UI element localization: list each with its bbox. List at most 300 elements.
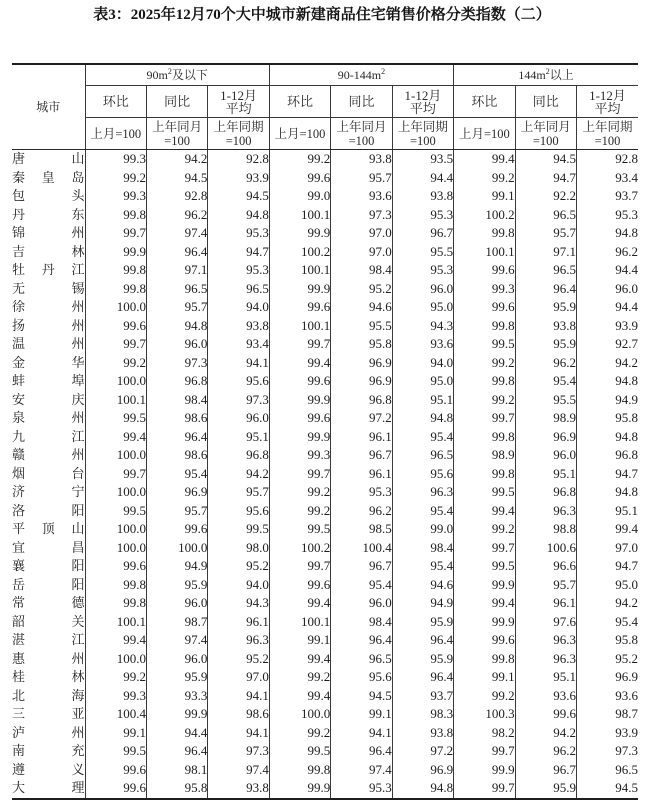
index-value-cell: 99.2	[85, 169, 146, 188]
index-value-cell: 99.9	[146, 705, 207, 724]
index-value-cell: 94.8	[577, 372, 639, 391]
index-value-cell: 99.9	[269, 779, 330, 799]
index-value-cell: 99.2	[269, 150, 330, 169]
city-name: 南充	[12, 743, 85, 759]
index-value-cell: 95.9	[146, 668, 207, 687]
index-value-cell: 99.9	[454, 576, 515, 595]
index-value-cell: 99.3	[85, 687, 146, 706]
city-cell	[12, 520, 85, 539]
index-value-cell: 99.6	[269, 372, 330, 391]
index-value-cell: 99.7	[85, 335, 146, 354]
group-label: 90m	[146, 68, 168, 82]
index-value-cell: 95.9	[515, 298, 576, 317]
index-value-cell: 98.6	[208, 705, 269, 724]
index-value-cell: 99.4	[269, 594, 330, 613]
index-value-cell: 93.6	[392, 335, 453, 354]
city-name: 烟台	[12, 465, 85, 481]
index-value-cell: 95.5	[331, 317, 392, 336]
index-value-cell: 95.2	[208, 650, 269, 669]
table-row	[12, 576, 638, 595]
index-value-cell: 98.4	[146, 391, 207, 410]
index-value-cell: 100.1	[85, 391, 146, 410]
index-value-cell: 99.6	[85, 317, 146, 336]
index-value-cell: 94.8	[577, 483, 639, 502]
index-value-cell: 94.2	[515, 724, 576, 743]
index-value-cell: 96.5	[208, 280, 269, 299]
city-name: 宜昌	[12, 539, 85, 555]
index-value-cell: 93.8	[392, 724, 453, 743]
city-name: 无锡	[12, 280, 85, 296]
city-name: 泉州	[12, 410, 85, 426]
column-unit-line2: =100	[164, 133, 191, 148]
column-name-line1: 环比	[102, 94, 129, 109]
index-value-cell: 99.9	[269, 391, 330, 410]
city-name: 遵义	[12, 761, 85, 777]
index-value-cell: 96.5	[577, 761, 639, 780]
city-cell	[12, 594, 85, 613]
column-unit-header	[392, 118, 453, 150]
index-value-cell: 95.3	[331, 483, 392, 502]
city-cell	[12, 761, 85, 780]
index-value-cell: 96.7	[515, 761, 576, 780]
city-cell	[12, 280, 85, 299]
index-value-cell: 93.6	[515, 687, 576, 706]
column-unit-line2: =100	[532, 133, 559, 148]
city-name: 襄阳	[12, 558, 85, 574]
index-value-cell: 100.0	[85, 446, 146, 465]
city-cell	[12, 779, 85, 799]
index-value-cell: 93.9	[208, 169, 269, 188]
index-value-cell: 93.9	[577, 724, 639, 743]
index-value-cell: 96.9	[515, 428, 576, 447]
city-cell	[12, 446, 85, 465]
index-value-cell: 97.1	[515, 243, 576, 262]
index-value-cell: 95.9	[392, 650, 453, 669]
index-value-cell: 99.7	[269, 557, 330, 576]
index-value-cell: 94.1	[208, 354, 269, 373]
index-value-cell: 98.4	[331, 261, 392, 280]
index-value-cell: 93.8	[392, 187, 453, 206]
column-unit-line2: =100	[225, 133, 252, 148]
table-row	[12, 539, 638, 558]
table-row	[12, 668, 638, 687]
index-value-cell: 92.2	[515, 187, 576, 206]
index-value-cell: 96.4	[515, 280, 576, 299]
city-cell	[12, 613, 85, 632]
index-value-cell: 98.6	[146, 409, 207, 428]
city-cell	[12, 354, 85, 373]
index-value-cell: 99.5	[269, 520, 330, 539]
table-row	[12, 502, 638, 521]
city-cell	[12, 705, 85, 724]
column-name-header	[331, 86, 392, 118]
index-value-cell: 99.7	[454, 779, 515, 799]
index-value-cell: 99.7	[85, 465, 146, 484]
city-name: 温州	[12, 336, 85, 352]
column-name-header	[269, 86, 330, 118]
index-value-cell: 100.0	[85, 650, 146, 669]
index-value-cell: 96.4	[392, 668, 453, 687]
index-value-cell: 100.1	[269, 317, 330, 336]
index-value-cell: 99.2	[454, 354, 515, 373]
table-row	[12, 409, 638, 428]
index-value-cell: 97.0	[331, 243, 392, 262]
city-cell	[12, 298, 85, 317]
index-value-cell: 99.6	[454, 298, 515, 317]
index-value-cell: 95.7	[146, 298, 207, 317]
index-value-cell: 97.1	[146, 261, 207, 280]
index-value-cell: 96.4	[146, 428, 207, 447]
index-value-cell: 92.8	[208, 150, 269, 169]
city-name: 丹东	[12, 206, 85, 222]
index-value-cell: 95.8	[331, 335, 392, 354]
index-value-cell: 95.7	[208, 483, 269, 502]
table-row	[12, 150, 638, 169]
index-value-cell: 94.0	[208, 298, 269, 317]
city-cell	[12, 372, 85, 391]
index-value-cell: 98.1	[146, 761, 207, 780]
index-value-cell: 96.8	[515, 483, 576, 502]
index-value-cell: 100.4	[85, 705, 146, 724]
column-unit-line1: 上年同期	[213, 119, 264, 134]
column-name-header	[454, 86, 515, 118]
index-value-cell: 100.2	[269, 243, 330, 262]
index-value-cell: 99.6	[454, 261, 515, 280]
column-unit-line1: 上年同月	[336, 119, 387, 134]
index-value-cell: 99.5	[85, 742, 146, 761]
index-value-cell: 94.4	[392, 169, 453, 188]
index-value-cell: 99.8	[454, 372, 515, 391]
index-value-cell: 98.8	[515, 520, 576, 539]
index-value-cell: 94.1	[208, 687, 269, 706]
column-unit-header	[85, 118, 146, 150]
city-name: 秦皇岛	[12, 169, 85, 185]
index-value-cell: 95.6	[208, 372, 269, 391]
index-value-cell: 99.6	[146, 520, 207, 539]
index-value-cell: 96.3	[392, 483, 453, 502]
index-value-cell: 95.9	[515, 335, 576, 354]
table-row	[12, 224, 638, 243]
city-cell	[12, 631, 85, 650]
index-value-cell: 99.9	[85, 243, 146, 262]
index-value-cell: 96.3	[515, 502, 576, 521]
index-value-cell: 98.9	[454, 446, 515, 465]
index-value-cell: 92.8	[146, 187, 207, 206]
column-unit-header	[515, 118, 576, 150]
index-value-cell: 96.7	[331, 446, 392, 465]
index-value-cell: 99.2	[454, 169, 515, 188]
index-value-cell: 99.6	[269, 298, 330, 317]
index-value-cell: 99.8	[85, 576, 146, 595]
index-value-cell: 97.2	[331, 409, 392, 428]
city-cell	[12, 224, 85, 243]
column-name-line1: 环比	[287, 94, 314, 109]
index-value-cell: 100.1	[454, 243, 515, 262]
index-value-cell: 95.9	[515, 779, 576, 799]
city-cell	[12, 742, 85, 761]
index-value-cell: 99.2	[269, 502, 330, 521]
index-value-cell: 96.6	[515, 557, 576, 576]
index-value-cell: 99.8	[454, 428, 515, 447]
index-value-cell: 100.4	[331, 539, 392, 558]
index-value-cell: 94.5	[577, 779, 639, 799]
index-value-cell: 95.7	[331, 169, 392, 188]
column-name-row	[12, 86, 638, 118]
group-label: 144m	[518, 68, 546, 82]
index-value-cell: 94.7	[577, 465, 639, 484]
index-value-cell: 96.0	[208, 409, 269, 428]
table-row	[12, 631, 638, 650]
index-value-cell: 94.0	[392, 354, 453, 373]
index-value-cell: 92.7	[577, 335, 639, 354]
index-value-cell: 94.6	[392, 576, 453, 595]
column-unit-line1: 上月=100	[274, 126, 326, 141]
index-value-cell: 98.2	[454, 724, 515, 743]
index-value-cell: 95.0	[392, 298, 453, 317]
index-value-cell: 96.9	[577, 668, 639, 687]
index-value-cell: 95.6	[331, 668, 392, 687]
city-name: 锦州	[12, 225, 85, 241]
index-value-cell: 99.0	[269, 187, 330, 206]
index-value-cell: 93.7	[392, 687, 453, 706]
index-value-cell: 100.0	[85, 520, 146, 539]
table-row	[12, 724, 638, 743]
index-value-cell: 99.6	[269, 576, 330, 595]
column-name-line1: 1-12月	[220, 87, 258, 103]
index-value-cell: 99.2	[454, 520, 515, 539]
index-value-cell: 94.0	[208, 576, 269, 595]
index-value-cell: 99.9	[269, 280, 330, 299]
index-value-cell: 99.2	[454, 687, 515, 706]
city-name: 平顶山	[12, 521, 85, 537]
city-cell	[12, 428, 85, 447]
column-unit-line1: 上年同期	[397, 119, 448, 134]
index-value-cell: 99.2	[269, 668, 330, 687]
index-value-cell: 94.9	[146, 557, 207, 576]
city-name: 常德	[12, 595, 85, 611]
city-cell	[12, 687, 85, 706]
group-header-90-and-below	[85, 64, 269, 86]
index-value-cell: 96.0	[331, 594, 392, 613]
index-value-cell: 100.0	[85, 483, 146, 502]
table-row	[12, 483, 638, 502]
table-row	[12, 298, 638, 317]
index-value-cell: 93.9	[577, 317, 639, 336]
index-value-cell: 99.4	[85, 631, 146, 650]
table-row	[12, 317, 638, 336]
index-value-cell: 96.2	[515, 742, 576, 761]
index-value-cell: 99.5	[454, 557, 515, 576]
index-value-cell: 97.2	[392, 742, 453, 761]
column-name-line2: 平均	[594, 100, 621, 116]
index-value-cell: 99.5	[454, 335, 515, 354]
index-value-cell: 95.4	[515, 372, 576, 391]
index-value-cell: 96.0	[577, 280, 639, 299]
index-value-cell: 99.8	[85, 206, 146, 225]
index-value-cell: 99.9	[269, 224, 330, 243]
index-value-cell: 99.7	[269, 335, 330, 354]
city-name: 吉林	[12, 243, 85, 259]
city-name: 安庆	[12, 391, 85, 407]
index-value-cell: 96.5	[515, 261, 576, 280]
index-value-cell: 97.4	[146, 224, 207, 243]
index-value-cell: 95.3	[392, 261, 453, 280]
column-name-header	[577, 86, 639, 118]
index-value-cell: 99.9	[269, 428, 330, 447]
index-value-cell: 98.5	[331, 520, 392, 539]
index-value-cell: 97.3	[577, 742, 639, 761]
index-value-cell: 100.0	[146, 539, 207, 558]
index-value-cell: 99.7	[454, 742, 515, 761]
index-value-cell: 99.1	[269, 631, 330, 650]
index-value-cell: 96.1	[331, 465, 392, 484]
table-row	[12, 206, 638, 225]
column-unit-header	[454, 118, 515, 150]
index-value-cell: 95.5	[392, 243, 453, 262]
table-row	[12, 779, 638, 799]
group-label-superscript: 2	[381, 67, 386, 76]
column-unit-line1: 上年同期	[582, 119, 633, 134]
table-row	[12, 280, 638, 299]
index-value-cell: 93.3	[146, 687, 207, 706]
index-value-cell: 99.4	[577, 520, 639, 539]
index-value-cell: 95.6	[392, 465, 453, 484]
index-value-cell: 99.2	[269, 483, 330, 502]
index-value-cell: 95.7	[146, 502, 207, 521]
table-row	[12, 761, 638, 780]
index-value-cell: 96.3	[515, 631, 576, 650]
index-value-cell: 96.7	[392, 224, 453, 243]
index-value-cell: 99.9	[454, 761, 515, 780]
column-unit-row	[12, 118, 638, 150]
index-value-cell: 98.6	[146, 446, 207, 465]
city-name: 桂林	[12, 669, 85, 685]
index-value-cell: 99.8	[85, 594, 146, 613]
index-value-cell: 94.4	[577, 298, 639, 317]
index-value-cell: 97.3	[208, 391, 269, 410]
column-unit-header	[146, 118, 207, 150]
index-value-cell: 99.8	[269, 761, 330, 780]
city-name: 九江	[12, 428, 85, 444]
index-value-cell: 99.2	[85, 668, 146, 687]
index-value-cell: 97.3	[146, 354, 207, 373]
index-value-cell: 99.6	[269, 409, 330, 428]
city-name: 金华	[12, 354, 85, 370]
index-value-cell: 96.5	[331, 650, 392, 669]
index-value-cell: 97.3	[331, 206, 392, 225]
table-row	[12, 169, 638, 188]
column-unit-header	[208, 118, 269, 150]
index-value-cell: 96.4	[146, 243, 207, 262]
index-value-cell: 100.1	[269, 206, 330, 225]
table-row	[12, 705, 638, 724]
index-value-cell: 100.2	[269, 539, 330, 558]
index-value-cell: 94.1	[208, 724, 269, 743]
index-value-cell: 99.5	[454, 483, 515, 502]
index-value-cell: 93.7	[577, 187, 639, 206]
index-value-cell: 99.1	[331, 705, 392, 724]
index-value-cell: 95.0	[577, 576, 639, 595]
column-name-line1: 同比	[164, 94, 191, 109]
index-value-cell: 99.6	[515, 705, 576, 724]
index-value-cell: 99.8	[85, 261, 146, 280]
city-name: 三亚	[12, 706, 85, 722]
index-value-cell: 99.2	[454, 391, 515, 410]
table-row	[12, 687, 638, 706]
index-value-cell: 96.0	[146, 594, 207, 613]
column-name-header	[146, 86, 207, 118]
index-value-cell: 94.2	[146, 150, 207, 169]
index-value-cell: 99.6	[454, 631, 515, 650]
group-label: 90-144m	[337, 68, 382, 82]
table-row	[12, 428, 638, 447]
column-name-line1: 环比	[471, 94, 498, 109]
index-value-cell: 100.3	[454, 705, 515, 724]
index-value-cell: 95.7	[515, 224, 576, 243]
index-value-cell: 99.2	[269, 724, 330, 743]
index-value-cell: 93.4	[208, 335, 269, 354]
index-value-cell: 94.2	[577, 594, 639, 613]
city-name: 岳阳	[12, 576, 85, 592]
index-value-cell: 99.1	[85, 724, 146, 743]
city-name: 扬州	[12, 317, 85, 333]
index-value-cell: 97.4	[146, 631, 207, 650]
column-name-header	[208, 86, 269, 118]
city-cell	[12, 187, 85, 206]
city-name: 包头	[12, 188, 85, 204]
city-name: 洛阳	[12, 502, 85, 518]
price-index-table	[12, 63, 638, 800]
index-value-cell: 93.8	[331, 150, 392, 169]
index-value-cell: 96.7	[331, 557, 392, 576]
index-value-cell: 96.9	[331, 354, 392, 373]
index-value-cell: 99.6	[85, 761, 146, 780]
group-header-90-144	[269, 64, 453, 86]
index-value-cell: 100.0	[269, 705, 330, 724]
column-name-line1: 1-12月	[589, 87, 626, 103]
city-cell	[12, 206, 85, 225]
index-value-cell: 99.6	[85, 779, 146, 799]
index-value-cell: 98.0	[208, 539, 269, 558]
table-row	[12, 391, 638, 410]
index-value-cell: 95.7	[515, 576, 576, 595]
index-value-cell: 93.5	[392, 150, 453, 169]
index-value-cell: 96.0	[146, 650, 207, 669]
index-value-cell: 99.2	[85, 354, 146, 373]
index-value-cell: 96.4	[392, 631, 453, 650]
city-name: 大理	[12, 780, 85, 796]
table-row	[12, 520, 638, 539]
index-value-cell: 98.9	[515, 409, 576, 428]
group-label-suffix: 以上	[549, 68, 574, 82]
index-value-cell: 95.3	[392, 206, 453, 225]
group-label-superscript: 2	[545, 67, 550, 76]
index-value-cell: 95.3	[577, 206, 639, 225]
index-value-cell: 95.2	[208, 557, 269, 576]
city-cell	[12, 335, 85, 354]
city-cell	[12, 409, 85, 428]
index-value-cell: 96.2	[331, 502, 392, 521]
index-value-cell: 99.3	[85, 187, 146, 206]
index-value-cell: 100.0	[85, 298, 146, 317]
city-name: 湛江	[12, 632, 85, 648]
index-value-cell: 100.1	[269, 261, 330, 280]
index-value-cell: 95.8	[577, 631, 639, 650]
index-value-cell: 96.8	[146, 372, 207, 391]
index-value-cell: 99.5	[208, 520, 269, 539]
index-value-cell: 99.7	[269, 465, 330, 484]
index-value-cell: 100.6	[515, 539, 576, 558]
